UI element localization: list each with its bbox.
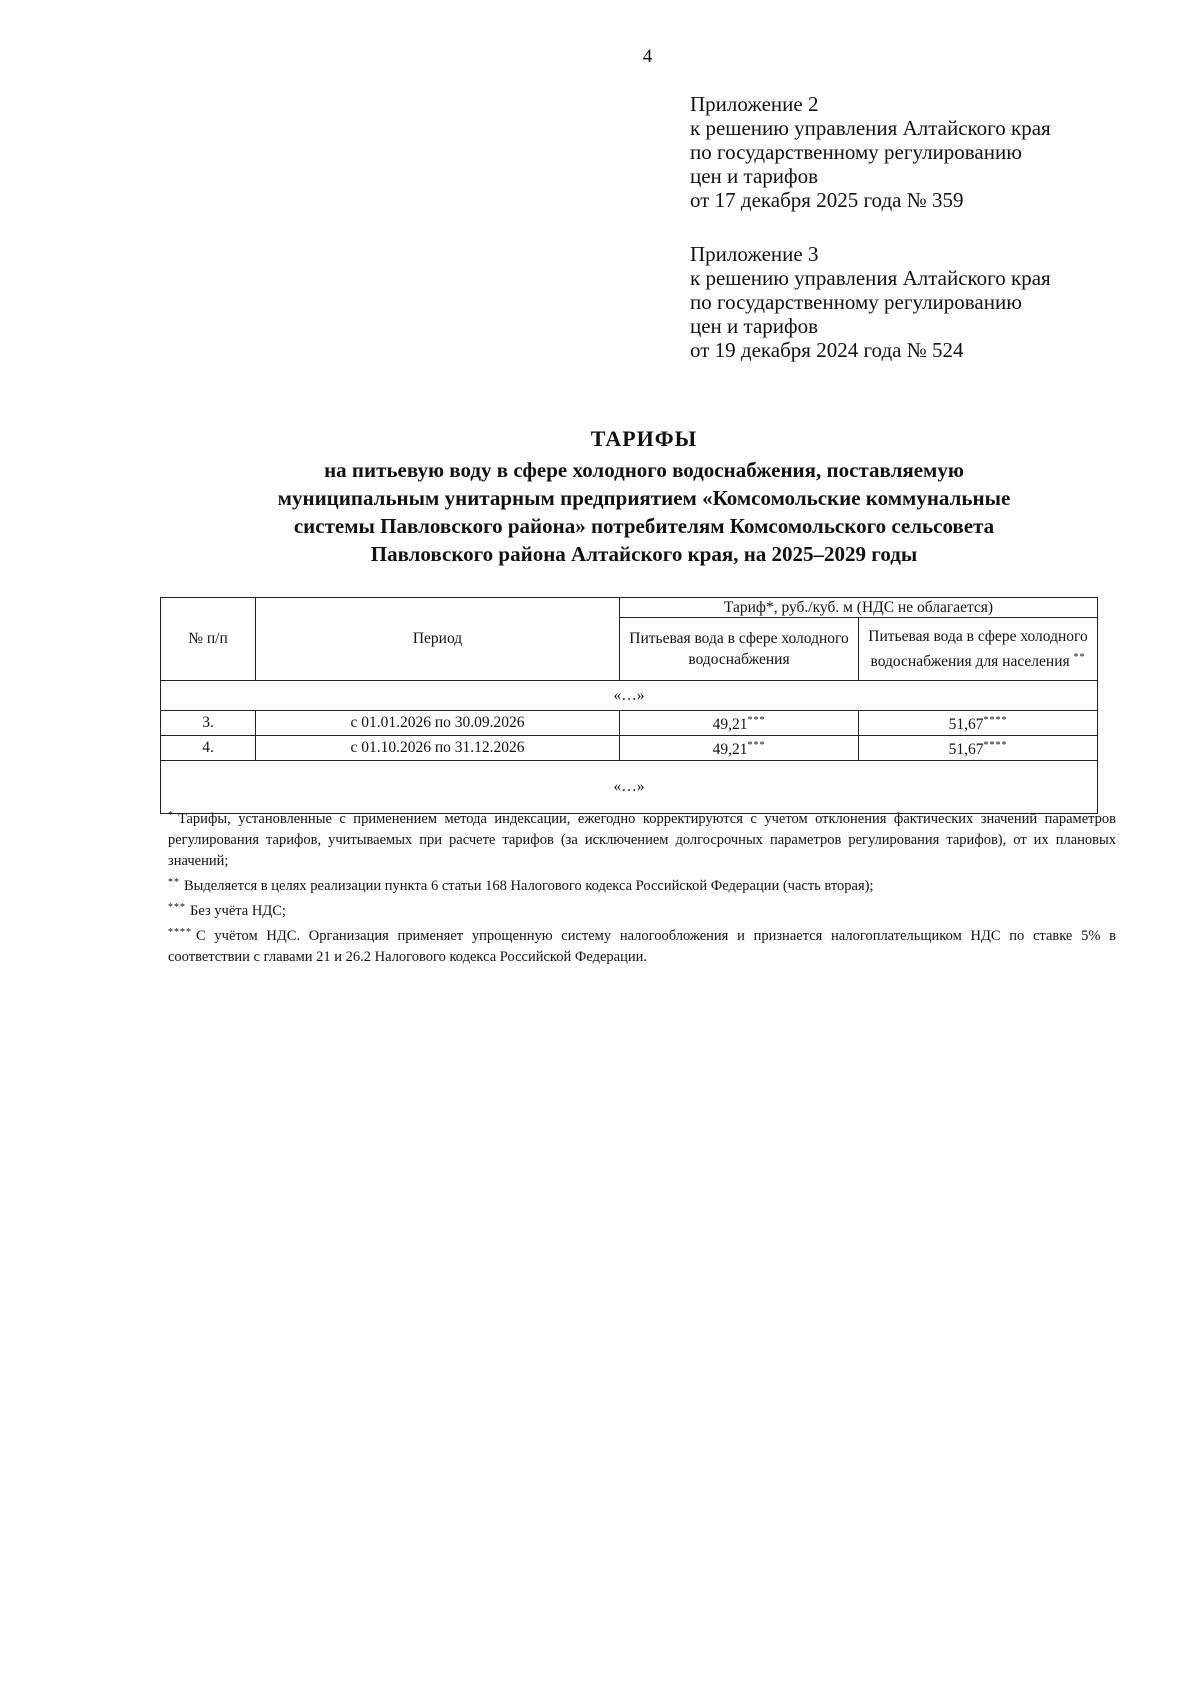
appendix-3-line: к решению управления Алтайского края bbox=[690, 266, 1051, 290]
footnote bbox=[168, 872, 1116, 897]
document-subtitle-line: муниципальным унитарным предприятием «Комсомольские коммунальные bbox=[277, 486, 1011, 510]
footnote-text: С учётом НДС. Организация применяет упрощенную систему налогообложения и признается налогоплательщиком НДС по ставке 5% в соответствии с главами 21 и 26.2 Налогового кодекса Российской Федерации. bbox=[168, 928, 1116, 965]
footnote bbox=[168, 922, 1116, 968]
footnote-text: Без учёта НДС; bbox=[190, 903, 286, 919]
row-value-2-number: 51,67 bbox=[948, 716, 984, 733]
document-subtitle-line: на питьевую воду в сфере холодного водоснабжения, поставляемую bbox=[324, 458, 964, 482]
footnotes bbox=[168, 805, 1116, 968]
appendix-2-line: к решению управления Алтайского края bbox=[690, 116, 1051, 140]
header-tariff-group: Тариф*, руб./куб. м (НДС не облагается) bbox=[620, 598, 1098, 618]
header-value-2-label: Питьевая вода в сфере холодного водоснабжения для населения bbox=[868, 628, 1088, 670]
footnote-mark: * bbox=[168, 810, 174, 821]
footnote-mark: ** bbox=[168, 877, 180, 888]
appendix-3-title: Приложение 3 bbox=[690, 242, 819, 266]
row-value-1-number: 49,21 bbox=[712, 741, 748, 758]
row-value-1 bbox=[620, 711, 859, 736]
document-title-block bbox=[160, 424, 1128, 568]
footnote bbox=[168, 897, 1116, 922]
tariff-table bbox=[160, 597, 1098, 814]
row-value-2-number: 51,67 bbox=[948, 741, 984, 758]
table-row bbox=[161, 736, 1098, 761]
row-num: 3. bbox=[161, 711, 256, 736]
row-value-2 bbox=[859, 711, 1098, 736]
ellipsis-cell: «…» bbox=[161, 681, 1098, 711]
footnote-text: Выделяется в целях реализации пункта 6 статьи 168 Налогового кодекса Российской Федерации (часть вторая); bbox=[184, 878, 874, 894]
appendix-2-title: Приложение 2 bbox=[690, 92, 819, 116]
footnote bbox=[168, 805, 1116, 872]
footnote-mark: *** bbox=[168, 902, 186, 913]
document-subtitle-line: системы Павловского района» потребителям Комсомольского сельсовета bbox=[293, 514, 995, 538]
footnote-mark: **** bbox=[168, 927, 192, 938]
header-value-1: Питьевая вода в сфере холодного водоснабжения bbox=[620, 618, 859, 681]
row-period: с 01.01.2026 по 30.09.2026 bbox=[256, 711, 620, 736]
appendix-3-date: от 19 декабря 2024 года № 524 bbox=[690, 338, 964, 362]
appendix-3-line: цен и тарифов bbox=[690, 314, 819, 338]
page-number: 4 bbox=[642, 46, 653, 67]
appendix-3-line: по государственному регулированию bbox=[690, 290, 1022, 314]
row-value-1 bbox=[620, 736, 859, 761]
appendix-3-block bbox=[690, 242, 1051, 362]
header-num: № п/п bbox=[161, 598, 256, 681]
footnote-mark: *** bbox=[747, 740, 766, 751]
appendix-2-line: по государственному регулированию bbox=[690, 140, 1022, 164]
row-period: с 01.10.2026 по 31.12.2026 bbox=[256, 736, 620, 761]
appendix-2-date: от 17 декабря 2025 года № 359 bbox=[690, 188, 964, 212]
appendix-2-block bbox=[690, 92, 1051, 212]
ellipsis-cell: «…» bbox=[161, 761, 1098, 814]
header-value-2 bbox=[859, 618, 1098, 681]
appendix-2-line: цен и тарифов bbox=[690, 164, 819, 188]
row-value-2 bbox=[859, 736, 1098, 761]
row-num: 4. bbox=[161, 736, 256, 761]
table-row bbox=[161, 711, 1098, 736]
footnote-text: Тарифы, установленные с применением метода индексации, ежегодно корректируются с учетом отклонения фактических значений параметров регулирования тарифов, учитываемых при расчете тарифов (за исключением долгосрочных параметров регулирования тарифов), от их плановых значений; bbox=[168, 811, 1116, 869]
footnote-mark: ** bbox=[1073, 652, 1086, 663]
footnote-mark: **** bbox=[983, 715, 1008, 726]
document-title: ТАРИФЫ bbox=[590, 426, 698, 451]
footnote-mark: **** bbox=[983, 740, 1008, 751]
table-row bbox=[161, 681, 1098, 711]
row-value-1-number: 49,21 bbox=[712, 716, 748, 733]
document-subtitle-line: Павловского района Алтайского края, на 2025–2029 годы bbox=[370, 542, 918, 566]
header-period: Период bbox=[256, 598, 620, 681]
footnote-mark: *** bbox=[747, 715, 766, 726]
